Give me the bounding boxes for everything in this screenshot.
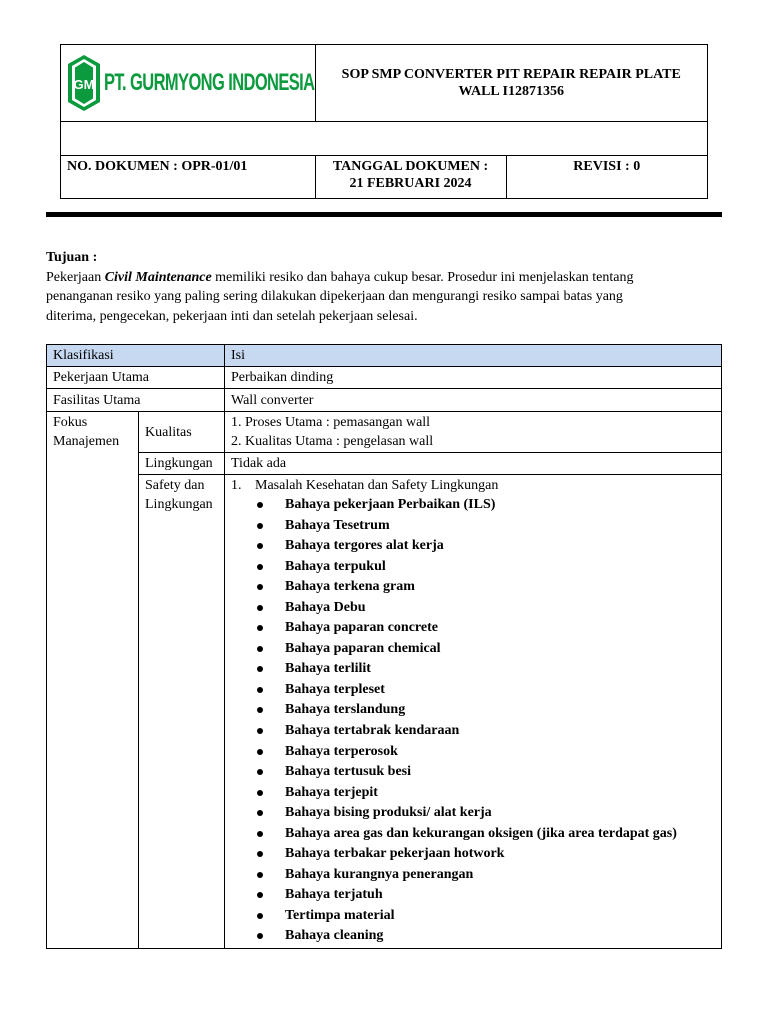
hazard-item: Bahaya Tesetrum	[257, 516, 715, 537]
purpose-emphasis: Civil Maintenance	[104, 269, 212, 285]
logo-text: GM	[73, 77, 95, 92]
hazard-item: Bahaya tergores alat kerja	[257, 536, 715, 557]
logo-cell	[61, 45, 316, 122]
hazard-item: Bahaya tertusuk besi	[257, 762, 715, 783]
purpose-text-start: Pekerjaan	[46, 269, 105, 285]
doc-date-label: TANGGAL DOKUMEN :	[332, 159, 489, 174]
hazard-item: Bahaya terslandung	[257, 700, 715, 721]
lingkungan-label: Lingkungan	[139, 453, 225, 475]
kualitas-item-1: 1. Proses Utama : pemasangan wall	[231, 415, 431, 430]
safety-label: Safety dan Lingkungan	[139, 475, 225, 949]
company-name: PT. GURMYONG INDONESIA	[104, 69, 315, 96]
hazard-item: Bahaya paparan concrete	[257, 618, 715, 639]
hazard-item: Bahaya terpleset	[257, 680, 715, 701]
company-logo	[61, 54, 315, 112]
pekerjaan-value: Perbaikan dinding	[225, 367, 722, 389]
safety-number: 1.	[231, 478, 242, 493]
header-content: Isi	[225, 345, 722, 367]
title-line-1: SOP SMP CONVERTER PIT REPAIR REPAIR PLATE	[341, 67, 681, 82]
hazard-item: Bahaya terjatuh	[257, 885, 715, 906]
safety-title	[231, 476, 715, 495]
document-title	[315, 45, 708, 122]
doc-date-value: 21 FEBRUARI 2024	[349, 176, 472, 191]
pekerjaan-label: Pekerjaan Utama	[47, 367, 225, 389]
hazard-item: Bahaya tertabrak kendaraan	[257, 721, 715, 742]
doc-date	[315, 156, 506, 199]
hazard-item: Bahaya area gas dan kekurangan oksigen (jika area terdapat gas)	[257, 824, 715, 845]
hazard-item: Bahaya terkena gram	[257, 577, 715, 598]
hazard-item: Bahaya cleaning	[257, 926, 715, 947]
purpose-line-2: penanganan resiko yang paling sering dilakukan dipekerjaan dan mengurangi resiko sampai batas yang	[46, 289, 623, 304]
kualitas-value	[225, 412, 722, 453]
title-line-2: WALL I12871356	[458, 84, 564, 99]
classification-table	[46, 344, 722, 949]
hazard-item: Bahaya kurangnya penerangan	[257, 865, 715, 886]
hazard-item: Bahaya Debu	[257, 598, 715, 619]
doc-number: NO. DOKUMEN : OPR-01/01	[61, 156, 316, 199]
header-classification: Klasifikasi	[47, 345, 225, 367]
lingkungan-value: Tidak ada	[225, 453, 722, 475]
hazard-item: Bahaya bising produksi/ alat kerja	[257, 803, 715, 824]
hazard-item: Bahaya pekerjaan Perbaikan (ILS)	[257, 495, 715, 516]
purpose-line-1	[46, 268, 722, 288]
purpose-line-3: diterima, pengecekan, pekerjaan inti dan setelah pekerjaan selesai.	[46, 308, 418, 324]
document-header	[60, 44, 708, 199]
hazard-item: Bahaya terlilit	[257, 659, 715, 680]
hazard-item: Bahaya terperosok	[257, 742, 715, 763]
hazard-item: Bahaya paparan chemical	[257, 639, 715, 660]
purpose-section	[46, 248, 722, 326]
safety-title-text: Masalah Kesehatan dan Safety Lingkungan	[255, 478, 499, 493]
hazard-list	[231, 495, 715, 947]
hazard-item: Tertimpa material	[257, 906, 715, 927]
gm-badge-icon	[67, 54, 101, 112]
fasilitas-label: Fasilitas Utama	[47, 389, 225, 412]
purpose-label: Tujuan :	[46, 250, 98, 265]
purpose-text-end: memiliki resiko dan bahaya cukup besar. Prosedur ini menjelaskan tentang	[211, 269, 634, 285]
safety-value	[225, 475, 722, 949]
fokus-label: Fokus Manajemen	[47, 412, 139, 949]
kualitas-item-2: 2. Kualitas Utama : pengelasan wall	[231, 434, 434, 449]
hazard-item: Bahaya terjepit	[257, 783, 715, 804]
empty-header-row	[61, 122, 708, 156]
kualitas-label: Kualitas	[139, 412, 225, 453]
doc-revision: REVISI : 0	[506, 156, 708, 199]
hazard-item: Bahaya terpukul	[257, 557, 715, 578]
header-divider	[46, 212, 722, 217]
fasilitas-value: Wall converter	[225, 389, 722, 412]
hazard-item: Bahaya terbakar pekerjaan hotwork	[257, 844, 715, 865]
